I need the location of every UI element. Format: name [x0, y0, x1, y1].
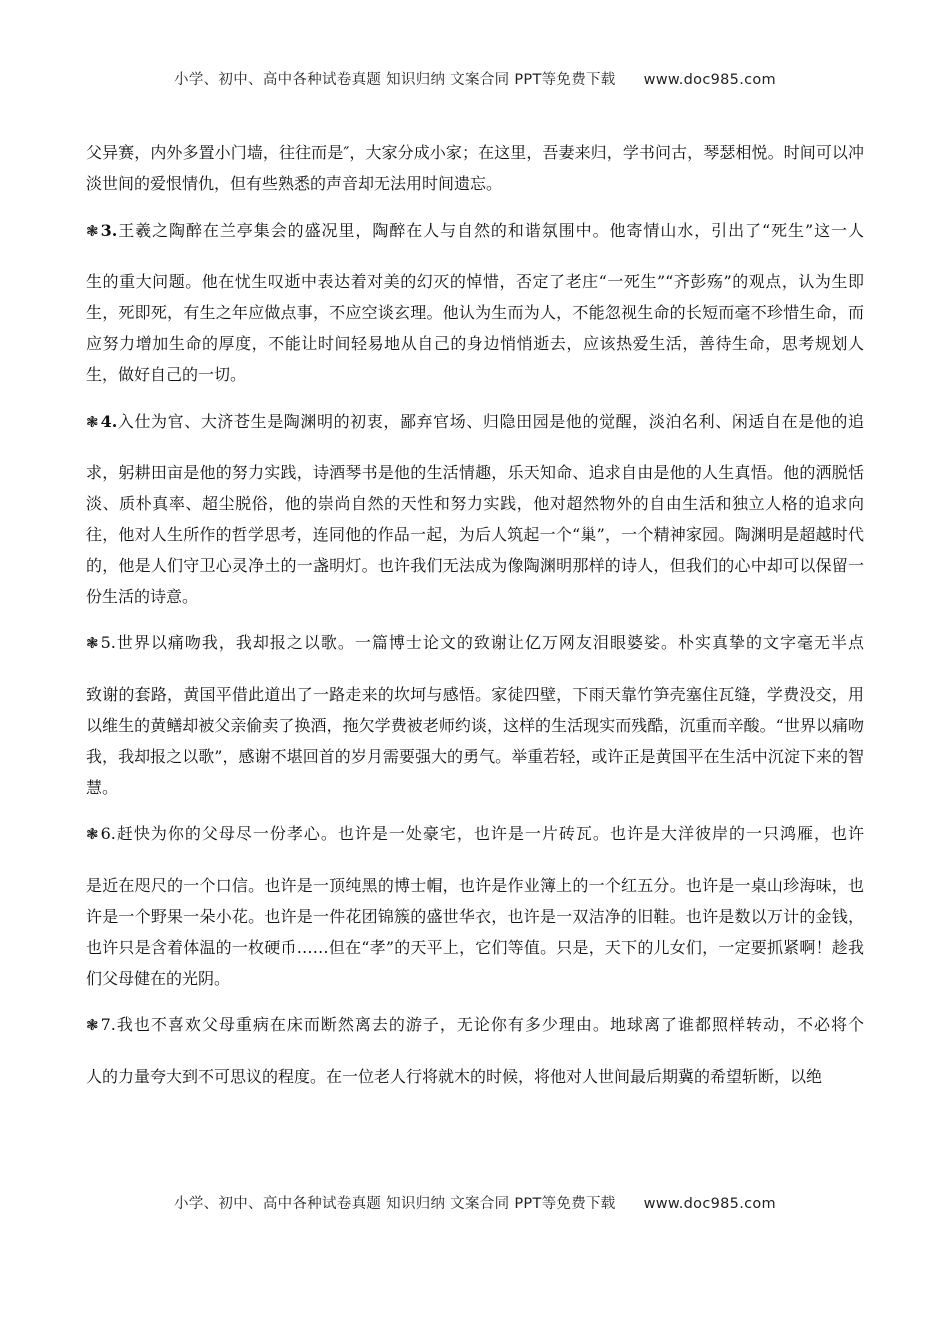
header-text: 小学、初中、高中各种试卷真题 知识归纳 文案合同 PPT等免费下载: [174, 72, 616, 88]
item-number: 7.: [100, 1015, 116, 1035]
flower-bullet-icon: ❃: [86, 1016, 99, 1035]
item-number: 3.: [100, 220, 118, 240]
item-first-line: [86, 216, 864, 247]
item-paragraph-5: [86, 628, 864, 803]
flower-bullet-icon: ❃: [86, 221, 99, 240]
item-paragraph-7: [86, 1010, 864, 1093]
item-number: 6.: [100, 824, 116, 844]
item-first-line: [86, 407, 864, 438]
footer-url[interactable]: www.doc985.com: [643, 1196, 776, 1212]
item-rest-text: 求，躬耕田亩是他的努力实践，诗酒琴书是他的生活情趣，乐天知命、追求自由是他的人生真悟。他的洒脱恬淡、质朴真率、超尘脱俗，他的崇尚自然的天性和努力实践，他对超然物外的自由生活和独立人格的追求向往，他对人生所作的哲学思考，连同他的作品一起，为后人筑起一个“巢”，一个精神家园。陶渊明是超越时代的，他是人们守卫心灵净土的一盏明灯。也许我们无法成为像陶渊明那样的诗人，但我们的心中却可以保留一份生活的诗意。: [86, 463, 864, 606]
item-paragraph-3: [86, 216, 864, 391]
flower-bullet-icon: ❃: [86, 825, 99, 844]
footer-text: 小学、初中、高中各种试卷真题 知识归纳 文案合同 PPT等免费下载: [174, 1196, 616, 1212]
item-first-text: 入仕为官、大济苍生是陶渊明的初衷，鄙弃官场、归隐田园是他的觉醒，淡泊名利、闲适自在是他的追: [117, 411, 864, 431]
flower-bullet-icon: ❃: [86, 412, 99, 431]
item-first-line: [86, 1010, 864, 1041]
header-url[interactable]: www.doc985.com: [643, 72, 776, 88]
item-paragraph-6: [86, 819, 864, 994]
continuation-paragraph: 父异赛，内外多置小门墙，往往而是″，大家分成小家；在这里，吾妻来归，学书问古，琴瑟相悦。时间可以冲淡世间的爱恨情仇，但有些熟悉的声音却无法用时间遗忘。: [86, 143, 864, 193]
item-paragraph-4: [86, 407, 864, 613]
item-first-text: 世界以痛吻我，我却报之以歌。一篇博士论文的致谢让亿万网友泪眼婆娑。朴实真挚的文字毫无半点: [115, 633, 864, 653]
item-rest-text: 人的力量夸大到不可思议的程度。在一位老人行将就木的时候，将他对人世间最后期冀的希望斩断，以绝: [86, 1067, 823, 1087]
item-first-text: 我也不喜欢父母重病在床而断然离去的游子，无论你有多少理由。地球离了谁都照样转动，不必将个: [115, 1015, 864, 1035]
page-footer: [0, 1192, 950, 1213]
item-first-line: [86, 628, 864, 659]
document-body: [86, 138, 864, 1093]
item-rest-text: 生的重大问题。他在忧生叹逝中表达着对美的幻灭的悼惜，否定了老庄“一死生”“齐彭殇”的观点，认为生即生，死即死，有生之年应做点事，不应空谈玄理。他认为生而为人，不能忽视生命的长短而毫不珍惜生命，而应努力增加生命的厚度，不能让时间轻易地从自己的身边悄悄逝去，应该热爱生活，善待生命，思考规划人生，做好自己的一切。: [86, 272, 864, 384]
item-number: 5.: [100, 633, 116, 653]
item-rest-text: 致谢的套路，黄国平借此道出了一路走来的坎坷与感悟。家徒四壁，下雨天靠竹笋壳塞住瓦缝，学费没交，用以维生的黄鳝却被父亲偷卖了换酒，拖欠学费被老师约谈，这样的生活现实而残酷，沉重而辛酸。“世界以痛吻我，我却报之以歌”，感谢不堪回首的岁月需要强大的勇气。举重若轻，或许正是黄国平在生活中沉淀下来的智慧。: [86, 685, 864, 797]
item-first-text: 赶快为你的父母尽一份孝心。也许是一处豪宅，也许是一片砖瓦。也许是大洋彼岸的一只鸿雁，也许: [115, 824, 864, 844]
item-first-line: [86, 819, 864, 850]
page-header: [0, 68, 950, 89]
item-rest-text: 是近在咫尺的一个口信。也许是一顶纯黑的博士帽，也许是作业簿上的一个红五分。也许是一桌山珍海味，也许是一个野果一朵小花。也许是一件花团锦簇的盛世华衣，也许是一双洁净的旧鞋。也许是数以万计的金钱，也许只是含着体温的一枚硬币……但在“孝”的天平上，它们等值。只是，天下的儿女们，一定要抓紧啊！趁我们父母健在的光阴。: [86, 876, 864, 988]
item-first-text: 王羲之陶醉在兰亭集会的盛况里，陶醉在人与自然的和谐氛围中。他寄情山水，引出了“死生”这一人: [117, 220, 864, 240]
item-number: 4.: [100, 411, 118, 431]
flower-bullet-icon: ❃: [86, 634, 99, 653]
